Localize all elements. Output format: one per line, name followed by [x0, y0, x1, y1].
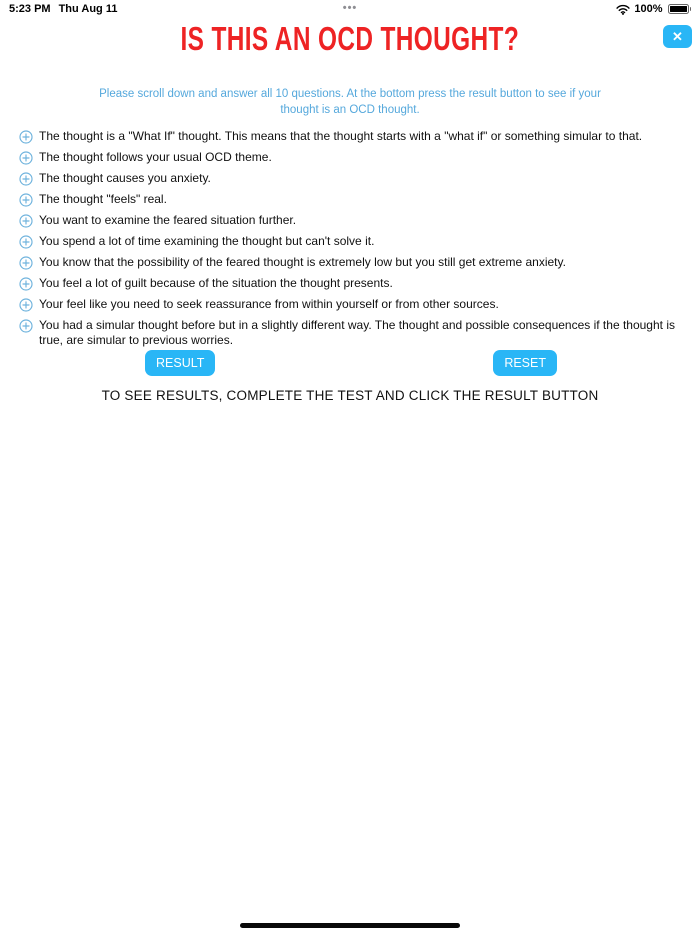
- wifi-icon: [616, 4, 630, 15]
- plus-circle-icon[interactable]: [19, 172, 33, 186]
- close-button[interactable]: ✕: [663, 25, 692, 48]
- actions-row: [145, 350, 557, 376]
- status-right: [616, 3, 691, 15]
- question-row: [19, 255, 688, 270]
- battery-percent: 100%: [634, 3, 663, 15]
- instructions-text: Please scroll down and answer all 10 questions. At the bottom press the result button to see if your thought is an OCD thought.: [99, 88, 601, 117]
- question-row: [19, 129, 688, 144]
- multitask-dots-icon: •••: [342, 2, 358, 14]
- date: Thu Aug 11: [58, 3, 118, 15]
- home-indicator[interactable]: [240, 923, 460, 928]
- plus-circle-icon[interactable]: [19, 214, 33, 228]
- questions-list: [19, 129, 688, 354]
- result-button[interactable]: RESULT: [145, 350, 215, 376]
- battery-icon: [668, 4, 692, 14]
- question-row: [19, 318, 688, 347]
- question-text: You want to examine the feared situation further.: [39, 213, 297, 227]
- question-row: [19, 213, 688, 228]
- question-text: The thought "feels" real.: [39, 192, 167, 206]
- plus-circle-icon[interactable]: [19, 256, 33, 270]
- question-row: [19, 192, 688, 207]
- question-row: [19, 234, 688, 249]
- plus-circle-icon[interactable]: [19, 298, 33, 312]
- clock: 5:23 PM: [9, 3, 51, 15]
- question-text: You feel a lot of guilt because of the situation the thought presents.: [39, 276, 393, 290]
- page-title: IS THIS AN OCD THOUGHT?: [180, 20, 520, 57]
- question-row: [19, 297, 688, 312]
- status-left: [9, 3, 117, 15]
- status-bar: [0, 0, 700, 18]
- footer-note: TO SEE RESULTS, COMPLETE THE TEST AND CLICK THE RESULT BUTTON: [101, 388, 599, 403]
- question-text: You know that the possibility of the feared thought is extremely low but you still get extreme anxiety.: [39, 255, 566, 269]
- question-text: The thought is a "What If" thought. This means that the thought starts with a "what if" or something simular to that.: [39, 129, 643, 143]
- question-row: [19, 150, 688, 165]
- plus-circle-icon[interactable]: [19, 235, 33, 249]
- question-text: The thought follows your usual OCD theme.: [39, 150, 272, 164]
- question-text: The thought causes you anxiety.: [39, 171, 211, 185]
- plus-circle-icon[interactable]: [19, 319, 33, 333]
- question-text: You spend a lot of time examining the thought but can't solve it.: [39, 234, 375, 248]
- question-row: [19, 171, 688, 186]
- question-text: Your feel like you need to seek reassurance from within yourself or from other sources.: [39, 297, 499, 311]
- plus-circle-icon[interactable]: [19, 277, 33, 291]
- question-row: [19, 276, 688, 291]
- plus-circle-icon[interactable]: [19, 193, 33, 207]
- question-text: You had a simular thought before but in a slightly different way. The thought and possible consequences if the thought is true, are simular to previous worries.: [39, 318, 675, 347]
- plus-circle-icon[interactable]: [19, 130, 33, 144]
- reset-button[interactable]: RESET: [493, 350, 557, 376]
- plus-circle-icon[interactable]: [19, 151, 33, 165]
